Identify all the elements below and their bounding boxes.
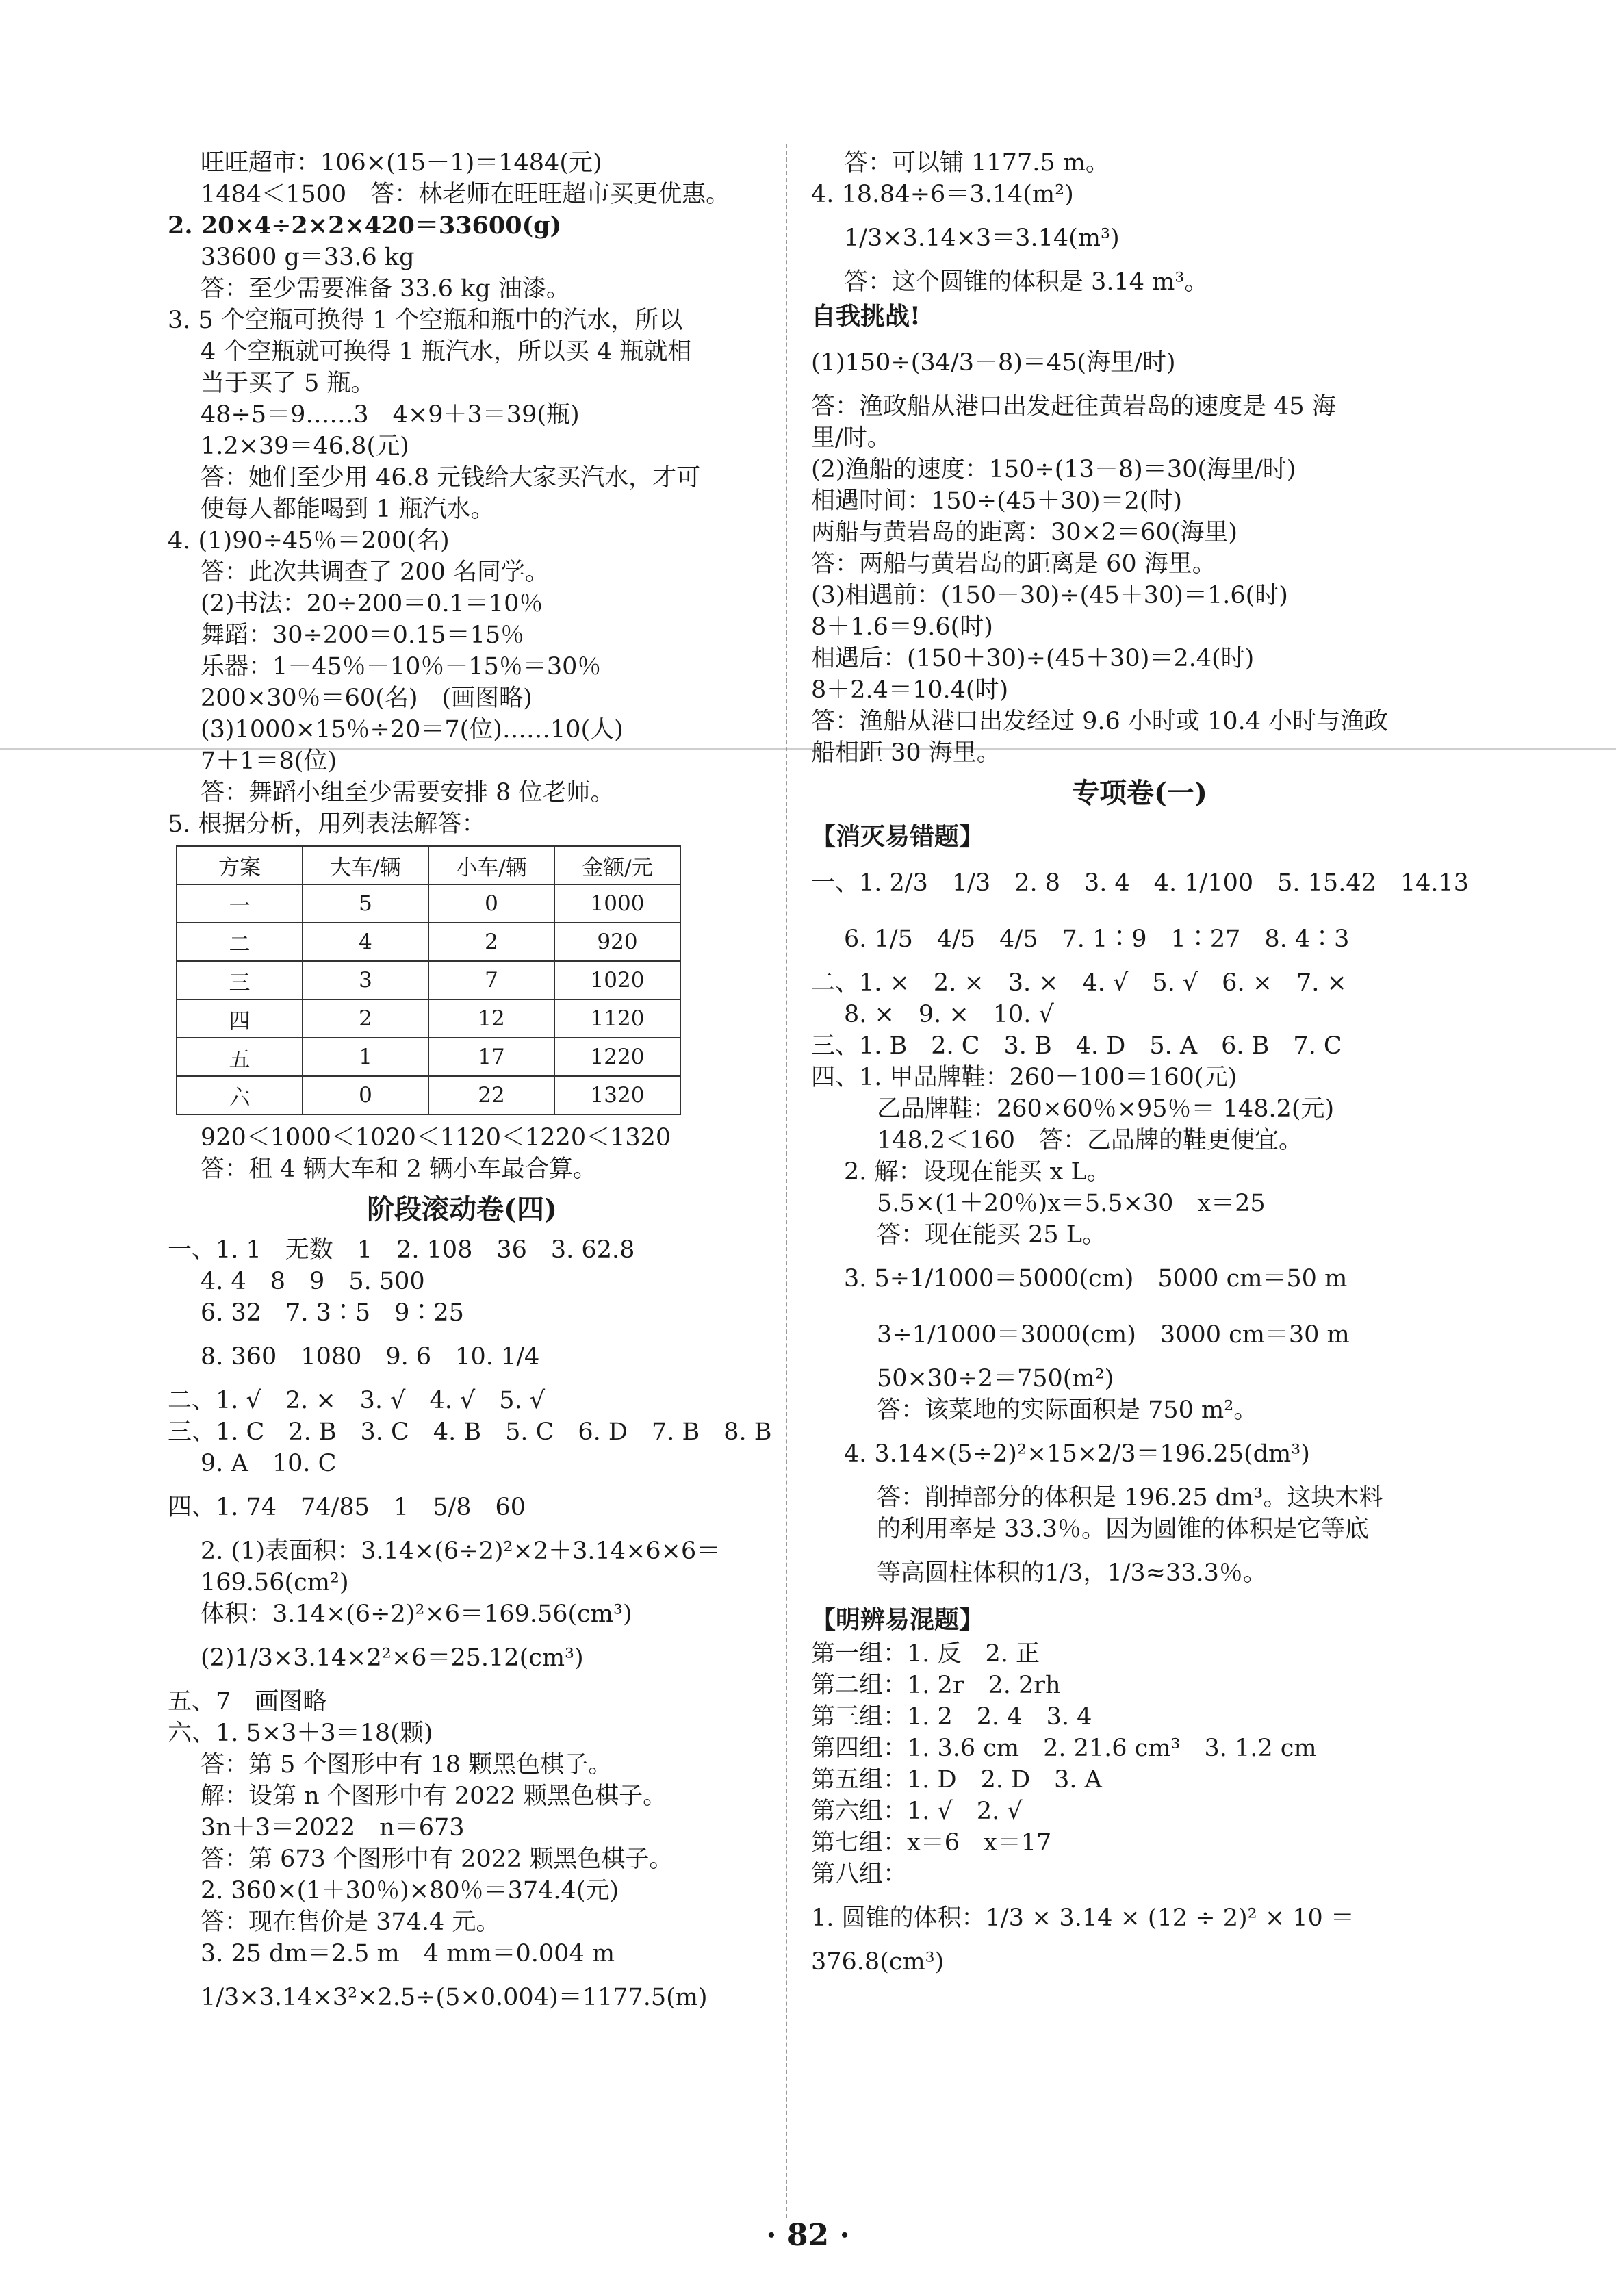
text-line: 答：第 673 个图形中有 2022 颗黑色棋子。: [201, 1846, 674, 1873]
table-cell: 2: [303, 999, 428, 1038]
text-line: 4. 3.14×(5÷2)²×15×2/3＝196.25(dm³): [844, 1440, 1310, 1468]
text-line: 乙品牌鞋：260×60％×95％＝ 148.2(元): [877, 1095, 1335, 1123]
table-cell: 2: [428, 923, 554, 961]
text-line: 答：渔政船从港口出发赶往黄岩岛的速度是 45 海: [811, 393, 1336, 420]
text-line: 8＋2.4＝10.4(时): [811, 676, 1009, 704]
table-cell: 0: [428, 884, 554, 923]
text-line: 一、1. 1 无数 1 2. 108 36 3. 62.8: [168, 1236, 635, 1264]
table-row: [177, 961, 680, 999]
table-cell: 三: [177, 961, 303, 999]
section-heading: 专项卷(一): [1072, 777, 1207, 809]
text-line: 六、1. 5×3＋3＝18(颗): [168, 1720, 433, 1747]
table-cell: 5: [303, 884, 428, 923]
text-line: 舞蹈：30÷200＝0.15＝15％: [201, 622, 525, 649]
section-heading: 阶段滚动卷(四): [367, 1193, 557, 1225]
table-cell: 0: [303, 1076, 428, 1114]
page-number: · 82 ·: [766, 2218, 850, 2253]
text-line: 5.5×(1＋20％)x＝5.5×30 x＝25: [877, 1190, 1266, 1217]
text-line: 1484＜1500 答：林老师在旺旺超市买更优惠。: [201, 181, 730, 208]
text-line: 答：可以铺 1177.5 m。: [844, 149, 1110, 177]
text-line: 2. (1)表面积：3.14×(6÷2)²×2＋3.14×6×6＝: [201, 1538, 721, 1565]
text-line: 三、1. C 2. B 3. C 4. B 5. C 6. D 7. B 8. B: [168, 1418, 772, 1446]
text-line: 答：这个圆锥的体积是 3.14 m³。: [844, 268, 1209, 296]
text-line: 四、1. 甲品牌鞋：260－100＝160(元): [811, 1064, 1237, 1091]
text-line: 相遇时间：150÷(45＋30)＝2(时): [811, 487, 1183, 515]
text-line: 5. 根据分析，用列表法解答：: [168, 811, 486, 838]
text-line: 第三组：1. 2 2. 4 3. 4: [811, 1703, 1092, 1731]
table-row: [177, 999, 680, 1038]
table-cell: 12: [428, 999, 554, 1038]
text-line: 里/时。: [811, 424, 891, 452]
text-line: 2. 360×(1＋30％)×80％＝374.4(元): [201, 1877, 619, 1904]
table-cell: 一: [177, 884, 303, 923]
text-line: 4. 4 8 9 5. 500: [201, 1268, 425, 1295]
table-cell: 1320: [554, 1076, 680, 1114]
text-line: 48÷5＝9……3 4×9＋3＝39(瓶): [201, 401, 580, 429]
text-line: 的利用率是 33.3％。因为圆锥的体积是它等底: [877, 1516, 1370, 1543]
text-line: 二、1. × 2. × 3. × 4. √ 5. √ 6. × 7. ×: [811, 969, 1347, 997]
table-cell: 五: [177, 1038, 303, 1076]
table-row: [177, 1076, 680, 1114]
text-line: 答：削掉部分的体积是 196.25 dm³。这块木料: [877, 1484, 1383, 1511]
table-cell: 7: [428, 961, 554, 999]
text-line: 2. 解：设现在能买 x L。: [844, 1158, 1111, 1186]
text-line: 7＋1＝8(位): [201, 748, 337, 775]
text-line: 答：此次共调查了 200 名同学。: [201, 559, 550, 586]
text-line: 第一组：1. 反 2. 正: [811, 1640, 1040, 1668]
text-line: 一、1. 2/3 1/3 2. 8 3. 4 4. 1/100 5. 15.42 14.13: [811, 869, 1470, 897]
text-line: 答：舞蹈小组至少需要安排 8 位老师。: [201, 779, 615, 806]
text-line: 第八组：: [811, 1861, 908, 1888]
text-line: 答：她们至少用 46.8 元钱给大家买汽水，才可: [201, 464, 701, 492]
text-line: 3÷1/1000＝3000(cm) 3000 cm＝30 m: [877, 1321, 1350, 1349]
text-line: 四、1. 74 74/85 1 5/8 60: [168, 1494, 526, 1521]
right-column: [811, 147, 1468, 1978]
table-header: 大车/辆: [303, 846, 428, 884]
table-cell: 1020: [554, 961, 680, 999]
table-header-row: [177, 846, 680, 884]
text-line: 等高圆柱体积的1/3，1/3≈33.3％。: [877, 1559, 1267, 1587]
challenge-title: 自我挑战!: [811, 302, 921, 331]
text-line: 8＋1.6＝9.6(时): [811, 613, 993, 641]
text-line: 第四组：1. 3.6 cm 2. 21.6 cm³ 3. 1.2 cm: [811, 1735, 1317, 1762]
text-line: 3. 25 dm＝2.5 m 4 mm＝0.004 m: [201, 1940, 615, 1967]
table-cell: 22: [428, 1076, 554, 1114]
text-line: 答：第 5 个图形中有 18 颗黑色棋子。: [201, 1751, 613, 1778]
text-line: 答：渔船从港口出发经过 9.6 小时或 10.4 小时与渔政: [811, 708, 1389, 735]
table-cell: 1: [303, 1038, 428, 1076]
plan-table: [176, 845, 681, 1115]
table-row: [177, 1038, 680, 1076]
text-line: 船相距 30 海里。: [811, 739, 1001, 767]
text-line: (1)150÷(34/3－8)＝45(海里/时): [811, 349, 1176, 377]
text-line: 第六组：1. √ 2. √: [811, 1798, 1023, 1825]
left-column: [168, 147, 772, 2026]
text-line: 1/3×3.14×3＝3.14(m³): [844, 225, 1120, 252]
table-header: 小车/辆: [428, 846, 554, 884]
table-header: 方案: [177, 846, 303, 884]
table-cell: 17: [428, 1038, 554, 1076]
text-line: 二、1. √ 2. × 3. √ 4. √ 5. √: [168, 1387, 546, 1414]
text-line: 3. 5 个空瓶可换得 1 个空瓶和瓶中的汽水，所以: [168, 307, 683, 334]
text-line: 4. 18.84÷6＝3.14(m²): [811, 181, 1074, 208]
text-line: 两船与黄岩岛的距离：30×2＝60(海里): [811, 519, 1237, 546]
text-line: 3. 5÷1/1000＝5000(cm) 5000 cm＝50 m: [844, 1265, 1348, 1292]
text-line: 1.2×39＝46.8(元): [201, 433, 409, 460]
table-cell: 1220: [554, 1038, 680, 1076]
text-line: 376.8(cm³): [811, 1948, 945, 1976]
text-line: 第七组：x＝6 x＝17: [811, 1829, 1052, 1857]
text-line: 体积：3.14×(6÷2)²×6＝169.56(cm³): [201, 1600, 632, 1628]
text-line: 9. A 10. C: [201, 1450, 337, 1477]
text-line: 答：现在能买 25 L。: [877, 1221, 1107, 1249]
table-cell: 1000: [554, 884, 680, 923]
text-line: 解：设第 n 个图形中有 2022 颗黑色棋子。: [201, 1783, 667, 1810]
table-cell: 二: [177, 923, 303, 961]
table-row: [177, 884, 680, 923]
text-line: (3)1000×15％÷20＝7(位)……10(人): [201, 716, 624, 743]
text-line: (3)相遇前：(150－30)÷(45＋30)＝1.6(时): [811, 582, 1288, 609]
text-line: 6. 1/5 4/5 4/5 7. 1∶9 1∶27 8. 4∶3: [844, 926, 1350, 953]
text-line: 200×30％＝60(名) (画图略): [201, 685, 533, 712]
text-line: 乐器：1－45％－10％－15％＝30％: [201, 653, 602, 680]
text-line: 4. (1)90÷45％＝200(名): [168, 527, 450, 554]
text-line: 答：两船与黄岩岛的距离是 60 海里。: [811, 550, 1216, 578]
text-line: 2. 20×4÷2×2×420＝33600(g): [168, 212, 562, 240]
text-line: 33600 g＝33.6 kg: [201, 244, 415, 271]
text-line: 答：租 4 辆大车和 2 辆小车最合算。: [201, 1156, 598, 1183]
table-header: 金额/元: [554, 846, 680, 884]
text-line: 1/3×3.14×3²×2.5÷(5×0.004)＝1177.5(m): [201, 1984, 708, 2011]
table-cell: 3: [303, 961, 428, 999]
text-line: 6. 32 7. 3∶5 9∶25: [201, 1299, 464, 1327]
text-line: 旺旺超市：106×(15－1)＝1484(元): [201, 149, 602, 177]
text-line: (2)书法：20÷200＝0.1＝10％: [201, 590, 543, 617]
table-cell: 四: [177, 999, 303, 1038]
text-line: 920＜1000＜1020＜1120＜1220＜1320: [201, 1124, 671, 1151]
table-cell: 4: [303, 923, 428, 961]
text-line: (2)渔船的速度：150÷(13－8)＝30(海里/时): [811, 456, 1296, 483]
text-line: 148.2＜160 答：乙品牌的鞋更便宜。: [877, 1127, 1303, 1154]
text-line: 1. 圆锥的体积：1/3 × 3.14 × (12 ÷ 2)² × 10 ＝: [811, 1904, 1355, 1932]
text-line: 3n＋3＝2022 n＝673: [201, 1814, 465, 1841]
text-line: 第五组：1. D 2. D 3. A: [811, 1766, 1102, 1794]
text-line: 五、7 画图略: [168, 1688, 327, 1715]
table-cell: 1120: [554, 999, 680, 1038]
text-line: 答：现在售价是 374.4 元。: [201, 1909, 500, 1936]
table-cell: 920: [554, 923, 680, 961]
section-label: 【明辨易混题】: [811, 1605, 984, 1634]
text-line: 50×30÷2＝750(m²): [877, 1365, 1114, 1392]
text-line: 答：至少需要准备 33.6 kg 油漆。: [201, 275, 570, 303]
text-line: 答：该菜地的实际面积是 750 m²。: [877, 1396, 1258, 1424]
column-divider: [786, 144, 787, 2218]
text-line: 8. × 9. × 10. √: [844, 1001, 1054, 1028]
text-line: 8. 360 1080 9. 6 10. 1/4: [201, 1343, 540, 1370]
text-line: 4 个空瓶就可换得 1 瓶汽水，所以买 4 瓶就相: [201, 338, 692, 366]
section-label: 【消灭易错题】: [811, 822, 984, 851]
text-line: 第二组：1. 2r 2. 2rh: [811, 1672, 1061, 1699]
text-line: (2)1/3×3.14×2²×6＝25.12(cm³): [201, 1644, 584, 1672]
text-line: 169.56(cm²): [201, 1569, 349, 1596]
text-line: 相遇后：(150＋30)÷(45＋30)＝2.4(时): [811, 645, 1255, 672]
text-line: 当于买了 5 瓶。: [201, 370, 375, 397]
text-line: 三、1. B 2. C 3. B 4. D 5. A 6. B 7. C: [811, 1032, 1342, 1060]
table-row: [177, 923, 680, 961]
table-cell: 六: [177, 1076, 303, 1114]
text-line: 使每人都能喝到 1 瓶汽水。: [201, 496, 495, 523]
